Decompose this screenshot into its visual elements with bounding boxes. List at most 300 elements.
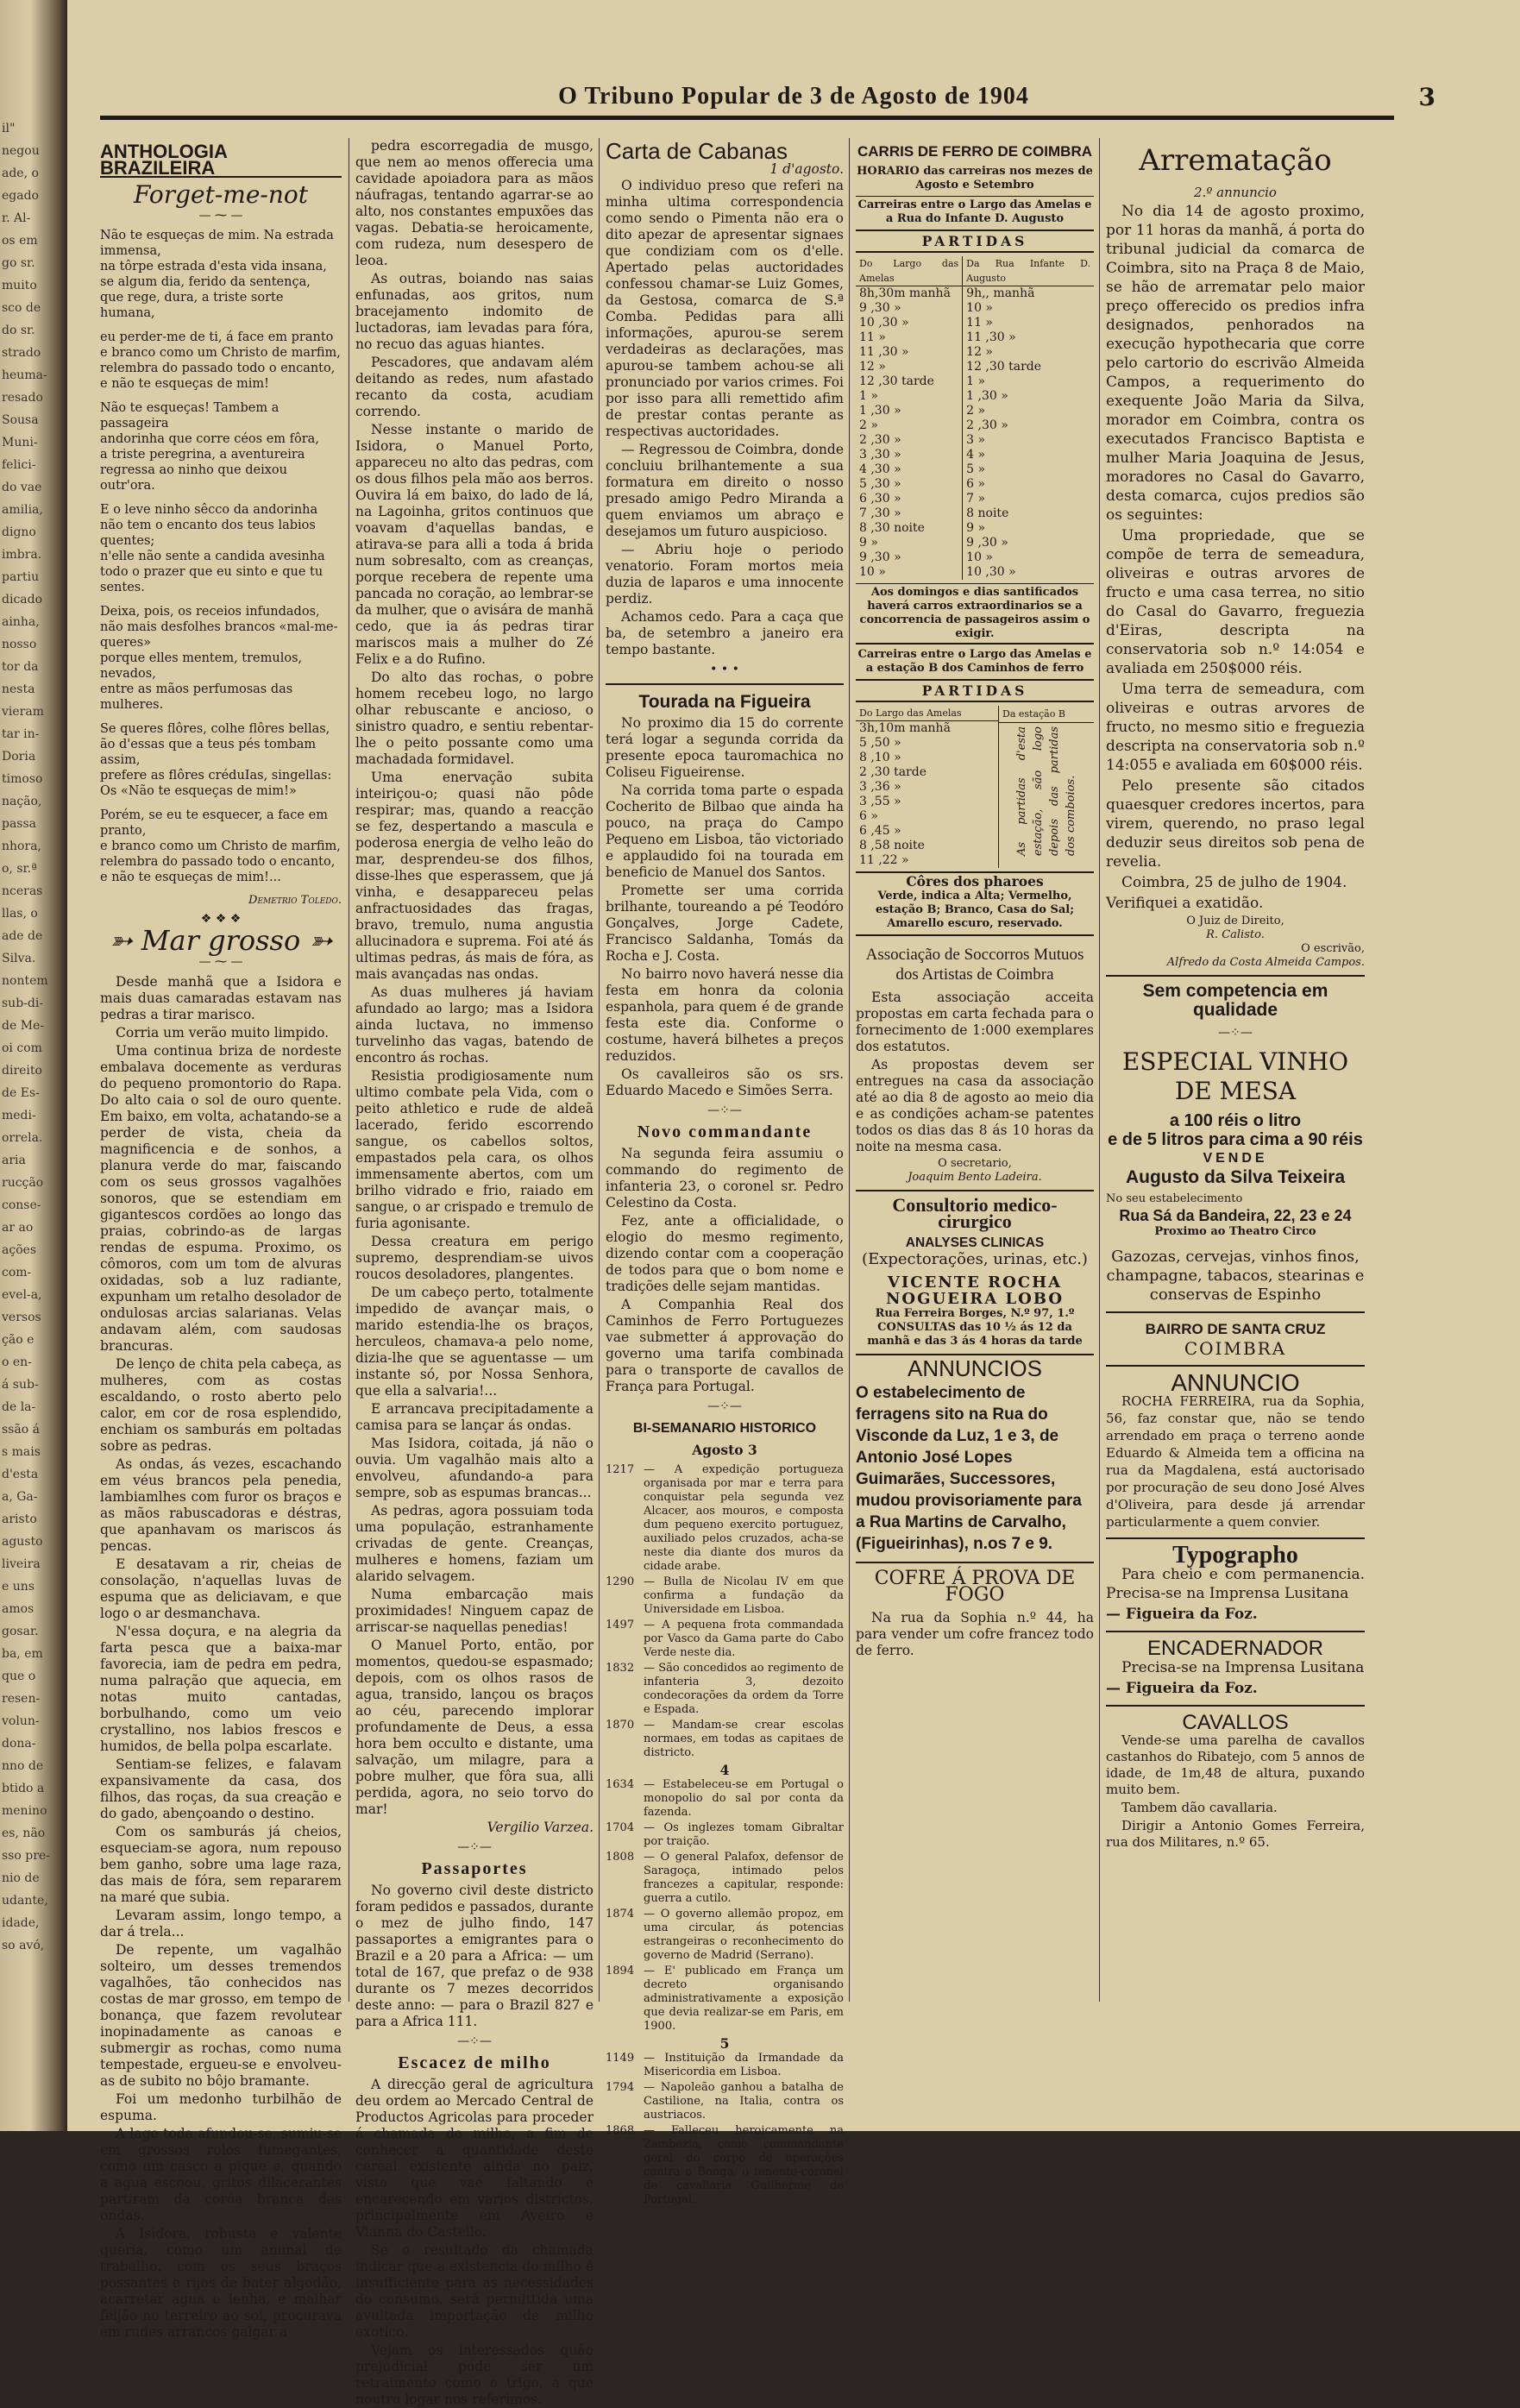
timetable-row [856, 853, 998, 868]
historico-year: 1894 [606, 1965, 635, 1977]
timetable-cell: 7 » [963, 492, 1094, 506]
timetable-cell: 9 ,30 » [859, 550, 901, 564]
historico-year: 1808 [606, 1851, 635, 1864]
consultorio-doctor: NOGUEIRA LOBO [885, 1290, 1065, 1308]
historico-entry [606, 1965, 844, 2034]
timetable-row [856, 824, 998, 839]
spine-text: sub-di- [2, 997, 44, 1010]
story-paragraph: Mas Isidora, coitada, já não o ouvia. Um vagalhão mais alto a envolveu, afundando-a para sempre, sob as espumas brancas... [355, 1436, 594, 1500]
cavallos-paragraph: Tambem dão cavallaria. [1121, 1800, 1278, 1815]
spine-text: felici- [2, 458, 36, 472]
historico-list [606, 1778, 844, 2034]
assoc-paragraph: Esta associação acceita propostas em carta fechada para o fornecimento de 1:000 exemplares dos estatutos. [856, 990, 1094, 1054]
arrematacao-verif: Verifiquei a exatidão. [1106, 895, 1264, 912]
historico-year: 1794 [606, 2081, 635, 2094]
arrematacao-body [1106, 202, 1365, 892]
historico-day: 5 [719, 2035, 730, 2052]
partidas-header: PARTIDAS [856, 679, 1094, 702]
timetable-note: As partidas d'esta estação, são logo depois das partidas dos comboios. [1015, 726, 1077, 856]
story-paragraph: A lage toda afundou-se, sumiu-se em grossos rolos fumegantes, como um casco a pique e, quando a agua escoou, gritos dilacerantes partiram da coróa branca das ondas. [100, 2126, 342, 2223]
timetable-cell: 9h,, manhã [963, 286, 1094, 302]
consultorio-hours: CONSULTAS das 10 ½ ás 12 da manhã e das 3 ás 4 horas da tarde [867, 1321, 1083, 1348]
historico-year: 1874 [606, 1908, 635, 1921]
carta-title: Carta de Cabanas [606, 138, 788, 164]
timetable-cell: 4 » [963, 448, 1094, 462]
spine-text: tar in- [2, 727, 40, 741]
timetable-row [856, 809, 998, 824]
timetable-head: Do Largo das Amelas [856, 706, 998, 721]
timetable-row [856, 536, 1094, 550]
story-paragraph: De repente, um vagalhão solteiro, um desses tremendos vagalhões, tão conhecidos nas costas de mar grosso, em tempo de bonança, que fazem revolutear inopinadamente as canoas e submergir as rochas, como numa tempestade, ergueu-se e envolveu-as de subito no bôjo bramante. [100, 1942, 342, 2089]
spine-text: e uns [2, 1580, 35, 1594]
historico-entry [606, 1719, 844, 1760]
spine-text: imbra. [2, 548, 42, 562]
arrematacao-judge-name: R. Calisto. [1206, 928, 1265, 941]
ornament: ❖ ❖ ❖ [200, 912, 242, 926]
spine-text: oi com [2, 1041, 42, 1055]
cavallos-paragraph: Dirigir a Antonio Gomes Ferreira, rua dos Militares, n.º 65. [1106, 1818, 1365, 1850]
spine-text: ainha, [2, 615, 40, 629]
timetable-cell: 2 » [859, 418, 878, 432]
spine-text: amilia, [2, 503, 43, 517]
spine-text: ção e [2, 1333, 35, 1347]
spine-text: tor da [2, 660, 39, 674]
spine-text: ações [2, 1243, 37, 1257]
spine-text: go sr. [2, 256, 35, 270]
timetable-cell: 8 ,58 noite [859, 839, 925, 852]
timetable-row [856, 839, 998, 853]
spine-text: egado [2, 189, 39, 203]
adjacent-page-edge [0, 0, 67, 2131]
story-paragraph: A Isidora, robusta e valente queria, como um animal de trabalho, com os seus braços possantes e rijos de bater algodão, acarretar agua e lenha, e malhar feijão no terreiro ao sol, procurava em rudes arrancos galgar a [100, 2226, 342, 2340]
consultorio-subtitle-2: (Expectorações, urinas, etc.) [862, 1250, 1088, 1268]
typographo-body: Para cheio e com permanencia. Precisa-se na Imprensa Lusitana [1106, 1566, 1365, 1602]
consultorio-address: Rua Ferreira Borges, N.º 97, 1.º [875, 1307, 1075, 1320]
timetable-cell: 12 » [963, 345, 1094, 360]
spine-text: o, sr.ª [2, 862, 37, 876]
spine-text: que o [2, 1669, 36, 1683]
timetable-cell: 11 ,30 » [859, 345, 909, 359]
timetable-row [856, 389, 1094, 404]
carris-route: Carreiras entre o Largo das Amelas e a estação B dos Caminhos de ferro [857, 648, 1092, 675]
historico-entry [606, 1821, 844, 1849]
header-rule [100, 116, 1394, 120]
vinho-address: Rua Sá da Bandeira, 22, 23 e 24 [1119, 1207, 1352, 1224]
ornament: —⁘— [1218, 1026, 1253, 1040]
novo-paragraph: Na segunda feira assumiu o commando do regimento de infanteria 23, o coronel sr. Pedro Celestino da Costa. [606, 1146, 844, 1210]
vinho-price: a 100 réis o litro [1169, 1111, 1302, 1130]
timetable-row [856, 404, 1094, 418]
timetable-row [856, 565, 1094, 580]
historico-year: 1870 [606, 1719, 635, 1732]
historico-title: BI-SEMANARIO HISTORICO [632, 1421, 817, 1436]
spine-text: Muni- [2, 436, 38, 450]
spine-text: heuma- [2, 368, 47, 382]
story-paragraph: Desde manhã que a Isidora e mais duas camaradas estavam nas pedras a tirar marisco. [100, 974, 342, 1022]
timetable-row [856, 330, 1094, 345]
annuncios-body: O estabelecimento de ferragens sito na Rua do Visconde da Luz, 1 e 3, de Antonio José Lopes Guimarães, Successores, mudou provisoriamente para a Rua Martins de Carvalho, (Figueirinhas), n.os 7 e 9. [856, 1384, 1082, 1553]
tourada-paragraph: No proximo dia 15 do corrente terá logar a segunda corrida da presente epoca tauromachica no Coliseu Figueirense. [606, 715, 844, 780]
milho-paragraph: A direcção geral de agricultura deu ordem ao Mercado Central de Productos Agricolas para proceder á chamada do milho, a fim de conhecer a quantidade deste cereal existente ainda no paiz, visto que vae faltando e encarecendo em varios districtos, principalmente em Aveiro e Vianna do Castello. [355, 2077, 594, 2240]
encadernador-title: ENCADERNADOR [1146, 1637, 1324, 1660]
historico-day: 4 [719, 1762, 730, 1778]
story-paragraph: Pescadores, que andavam além deitando as redes, num afastado recanto da costa, acudiam correndo. [355, 355, 594, 419]
spine-text: resado [2, 391, 43, 405]
ornament: —⁘— [457, 2034, 492, 2048]
spine-text: nceras [2, 884, 43, 898]
spine-text: com- [2, 1266, 32, 1279]
tourada-title: Tourada na Figueira [606, 683, 844, 710]
spine-text: vieram [2, 705, 44, 719]
story-author: Vergilio Varzea. [487, 1820, 594, 1835]
spine-text: aria [2, 1154, 26, 1167]
spine-text: versos [2, 1311, 41, 1324]
historico-entry [606, 1619, 844, 1660]
historico-list [606, 1463, 844, 1760]
story-paragraph: E desatavam a rir, cheias de consolação, n'aquellas luvas de espuma que as deliciavam, e que logo o ar desmanchava. [100, 1556, 342, 1621]
timetable-cell: 12 ,30 tarde [963, 360, 1094, 374]
column-2 [355, 138, 594, 2407]
timetable-row [856, 316, 1094, 330]
timetable-cell: 8 noite [963, 506, 1094, 521]
vinho-estab: No seu estabelecimento [1106, 1192, 1243, 1205]
assoc-title: Associação de Soccorros Mutuos dos Artistas de Coimbra [865, 946, 1084, 984]
historico-year: 1290 [606, 1575, 635, 1588]
spine-text: de Me- [2, 1019, 45, 1033]
tourada-paragraph: Promette ser uma corrida brilhante, toureando a pé Teodóro Gonçalves, Jorge Cadete, Francisco Saldanha, Tomás da Rocha e J. Costa. [606, 883, 844, 964]
ornament: — ⁓ — [198, 209, 243, 223]
historico-text: — O governo allemão propoz, em uma circular, ás potencias estrangeiras o reconhecimento do governo de Madrid (Serrano). [644, 1908, 844, 1962]
spine-text: gosar. [2, 1625, 39, 1638]
timetable-head: Da estação B [999, 706, 1094, 723]
spine-text: strado [2, 346, 41, 360]
timetable-cell: 1 ,30 » [859, 404, 901, 418]
spine-text: passa [2, 817, 37, 831]
carris-note: Aos domingos e dias santificados haverá carros extraordinarios se a concorrencia de passageiros assim o exigir. [856, 583, 1094, 644]
spine-text: r. Al- [2, 211, 31, 225]
spine-text: liveira [2, 1557, 41, 1571]
page-number: 3 [1418, 83, 1435, 111]
historico-year: 1149 [606, 2052, 635, 2065]
poem-stanza: Deixa, pois, os receios infundados, não mais desfolhes brancos «mal-me-queres» porque elles mentem, tremulos, nevados, entre as mãos perfumosas das mulheres. [100, 605, 338, 712]
spine-text: conse- [2, 1198, 41, 1212]
timetable-cell: 5 » [963, 462, 1094, 477]
novo-body [606, 1146, 844, 1395]
timetable-cell: 11 ,22 » [859, 853, 909, 867]
column-rule [1099, 138, 1100, 2002]
story-body [100, 974, 342, 2341]
assoc-body [856, 990, 1094, 1155]
vinho-vende: VENDE [1203, 1151, 1268, 1166]
spine-text: nação, [2, 795, 42, 808]
timetable-row [856, 765, 998, 780]
story-paragraph: pedra escorregadia de musgo, que nem ao menos offerecia uma cavidade apoiadora para as mãos náufragas, tentando agarrar-se ao alto, nos constantes empuxões das vagas. Debatia-se heroicamente, com rudeza, num desespero de leoa. [355, 138, 594, 268]
ornament: — ⁓ — [198, 955, 243, 969]
timetable [856, 256, 1094, 580]
timetable-cell: 1 ,30 » [963, 389, 1094, 404]
spine-text: a, Ga- [2, 1490, 38, 1504]
timetable-row [856, 506, 1094, 521]
historico-text: — Os inglezes tomam Gibraltar por traição. [644, 1821, 844, 1848]
historico-year: 1497 [606, 1619, 635, 1632]
historico-entry [606, 1463, 844, 1574]
timetable-cell: 1 » [859, 389, 878, 403]
tourada-paragraph: Os cavalleiros são os srs. Eduardo Macedo e Simões Serra. [606, 1066, 844, 1098]
column-1 [100, 138, 342, 2340]
story-paragraph: Dessa creatura em perigo supremo, desprendiam-se uivos roucos desoladores, plangentes. [355, 1234, 594, 1282]
ornament: —⁘— [457, 1840, 492, 1854]
spine-text: agusto [2, 1535, 43, 1549]
timetable-row [856, 418, 1094, 433]
timetable-head: Do Largo das Amelas [856, 256, 963, 286]
vinho-price-bulk: e de 5 litros para cima a 90 réis [1108, 1130, 1363, 1149]
historico-year: 1217 [606, 1463, 635, 1476]
timetable-cell: 11 » [963, 316, 1094, 330]
historico-text: — O general Palafox, defensor de Saragoça, intimado pelos francezes a capitular, responde: guerra a cutilo. [644, 1851, 844, 1905]
spine-text: de la- [2, 1400, 36, 1414]
milho-paragraph: Se o resultado da chamada indicar que a existencia do milho é insufficiente para as necessidades do consumo, será permittida uma avultada importação de milho exotico. [355, 2242, 594, 2340]
historico-text: — Falleceu heroicamente na Zambezia, como commandante geral do corpo de operações contra o Bonga, o tenente-coronel de cavallaria Guilherme de Portugal. [644, 2124, 844, 2206]
timetable-cell: 3 ,36 » [859, 780, 901, 794]
spine-text: orrela. [2, 1131, 43, 1145]
timetable-cell: 4 ,30 » [859, 462, 901, 476]
timetable-row [856, 521, 1094, 536]
bairro-title: BAIRRO DE SANTA CRUZ [1145, 1321, 1326, 1337]
story-title: ➳ Mar grosso ➳ [109, 924, 333, 957]
spine-text: evel-a, [2, 1288, 42, 1302]
arrematacao-clerk-name: Alfredo da Costa Almeida Campos. [1166, 956, 1365, 969]
timetable-cell: 9 ,30 » [859, 301, 901, 315]
timetable-row [856, 374, 1094, 389]
section-title: ANTHOLOGIA BRAZILEIRA [100, 143, 342, 178]
spine-text: direito [2, 1064, 42, 1078]
typographo-place: — Figueira da Foz. [1106, 1606, 1258, 1623]
story-paragraph: Resistia prodigiosamente num ultimo combate pela Vida, com o peito athletico e rude de aldeã lacerado, ferido escorrendo sangue, os cabellos soltos, empastados pela cara, os olhos immensamente abertos, com um brilho vidrado e frio, raiado em sangue, o ar crispado e tremulo de furia agonisante. [355, 1068, 594, 1231]
timetable-cell: 1 » [963, 374, 1094, 389]
arrematacao-clerk-role: O escrivão, [1301, 942, 1365, 955]
assoc-signature-name: Joaquim Bento Ladeira. [908, 1171, 1042, 1184]
spine-text: Doria [2, 750, 36, 764]
story-paragraph: O Manuel Porto, então, por momentos, quedou-se espasmado; depois, com os olhos rasos de agua, transido, lançou os braços ao céu, parecendo implorar profundamente de Deus, a essa hora bem occulto e distante, uma salvação, um milagre, para a pobre mulher, que fôra sua, alli perdida, agora, no seio torvo do mar! [355, 1638, 594, 1817]
ornament: —⁘— [707, 1103, 742, 1117]
historico-entry [606, 2052, 844, 2079]
vinho-title: ESPECIAL VINHO DE MESA [1121, 1047, 1349, 1105]
timetable-cell: 8 ,10 » [859, 751, 901, 764]
spine-text: il" [2, 122, 16, 135]
pharoes-title: Côres dos pharoes [856, 871, 1094, 890]
carris-title: CARRIS DE FERRO DE COIMBRA [857, 143, 1092, 160]
spine-text: negou [2, 144, 40, 158]
poem-title: Forget-me-not [133, 180, 309, 209]
historico-date: Agosto 3 [692, 1442, 757, 1458]
consultorio-doctor: VICENTE ROCHA [887, 1273, 1063, 1292]
vinho-near: Proximo ao Theatro Circo [1154, 1225, 1316, 1238]
spine-text: partiu [2, 570, 40, 584]
timetable-cell: 8h,30m manhã [859, 286, 951, 300]
historico-entry [606, 1851, 844, 1906]
vinho-merchant: Augusto da Silva Teixeira [1125, 1167, 1346, 1187]
historico-year: 1704 [606, 1821, 635, 1834]
timetable-head: Da Rua Infante D. Augusto [963, 256, 1094, 286]
historico-text: — Mandam-se crear escolas normaes, em todas as capitaes de districto. [644, 1719, 844, 1759]
arrematacao-paragraph: Uma terra de semeadura, com oliveiras e outras arvores de fructo, no mesmo sitio e freguezia descripta na conservatoria sob n.º 14:055 e avaliada em 60$000 réis. [1106, 681, 1365, 774]
timetable-row [856, 780, 998, 795]
arrematacao-paragraph: Coimbra, 25 de julho de 1904. [1121, 874, 1347, 891]
historico-entry [606, 1662, 844, 1717]
timetable-row [856, 751, 998, 765]
spine-text: digno [2, 525, 36, 539]
milho-title: Escacez de milho [398, 2053, 551, 2072]
timetable-row [856, 550, 1094, 565]
timetable-cell: 6 » [859, 809, 878, 823]
carta-paragraph: Achamos cedo. Para a caça que ba, de setembro a janeiro era tempo bastante. [606, 609, 844, 657]
timetable-cell: 5 ,30 » [859, 477, 901, 491]
spine-text: nio de [2, 1871, 40, 1885]
spine-text: timoso [2, 772, 43, 786]
spine-text: o en- [2, 1355, 32, 1369]
story-paragraph: Do alto das rochas, o pobre homem recebeu logo, no largo olhar rebuscante e ancioso, o sinistro quadro, e sentiu rebentar-lhe o peito possante como uma machadada formidavel. [355, 670, 594, 767]
story-paragraph: As duas mulheres já haviam afundado ao largo; mas a Isidora ainda luctava, no immenso turvelinho das vagas, batendo de encontro ás rochas. [355, 984, 594, 1066]
arrematacao-judge-role: O Juiz de Direito, [1186, 915, 1284, 927]
story-paragraph: Sentiam-se felizes, e falavam expansivamente da casa, dos filhos, das roças, da sua creação e do gado, abençoando o destino. [100, 1757, 342, 1821]
timetable-cell: 7 ,30 » [859, 506, 901, 520]
poem-stanza: eu perder-me de ti, á face em pranto e branco como um Christo de marfim, relembra do passado todo o encanto, e não te esqueças de mim! [100, 330, 341, 391]
timetable [856, 706, 998, 868]
spine-text: so avó, [2, 1939, 45, 1952]
cavallos-body [1106, 1732, 1365, 1851]
historico-text: — Napoleão ganhou a batalha de Castilione, na Italia, contra os austriacos. [644, 2081, 844, 2122]
spine-text: os em [2, 234, 38, 248]
vinho-headline: Sem competencia em qualidade [1142, 981, 1328, 1020]
story-paragraph: As outras, boiando nas saias enfunadas, aos gritos, num bracejamento indomito de luctadoras, iam levadas para fóra, no recuo das aguas hiantes. [355, 271, 594, 352]
spine-text: do vae [2, 481, 42, 494]
timetable-cell: 8 ,30 noite [859, 521, 925, 535]
historico-year: 1832 [606, 1662, 635, 1675]
spine-text: Silva. [2, 952, 36, 965]
spine-text: Sousa [2, 413, 39, 427]
spine-text: btido a [2, 1782, 45, 1795]
spine-text: idade, [2, 1916, 40, 1930]
timetable-cell: 12 ,30 tarde [859, 374, 934, 388]
timetable-cell: 11 » [859, 330, 886, 344]
historico-entry [606, 1575, 844, 1617]
historico-text: — E' publicado em França um decreto organisando administrativamente a exposição que devia realizar-se em Paris, em 1900. [644, 1965, 844, 2033]
bairro-city: COIMBRA [1184, 1338, 1287, 1359]
historico-list [606, 2052, 844, 2207]
arrematacao-paragraph: Uma propriedade, que se compõe de terra de semeadura, oliveiras e outras arvores de fructo e uma casa terrea, no sitio do Casal do Gavarro, freguezia d'Eiras, descripta na conservatoria sob n.º 14:054 e avaliada em 250$000 réis. [1106, 527, 1365, 677]
story-paragraph: As ondas, ás vezes, escachando em véus brancos pela penedia, lambiamlhes com furor os braços e as mãos rabuscadoras e déstras, que apanhavam os mariscos ás pencas. [100, 1456, 342, 1554]
timetable-row [856, 736, 998, 751]
historico-text: — Bulla de Nicolau IV em que confirma a fundação da Universidade em Lisboa. [644, 1575, 844, 1616]
spine-text: dicado [2, 593, 43, 607]
spine-text: volun- [2, 1714, 40, 1728]
spine-text: udante, [2, 1894, 48, 1908]
spine-text: s mais [2, 1445, 41, 1459]
milho-body [355, 2077, 594, 2408]
poem-stanza: Não te esqueças! Tambem a passageira andorinha que corre céos em fôra, a triste peregrina, a aventureira regressa ao ninho que deixou outr'ora. [100, 401, 319, 493]
column-5 [1106, 138, 1365, 2002]
timetable-row [856, 721, 998, 737]
annuncio-title: ANNUNCIO [1171, 1369, 1300, 1396]
timetable-row [856, 477, 1094, 492]
poem-stanza: Se queres flôres, colhe flôres bellas, ão d'essas que a teus pés tombam assim, prefere as flôres créduIas, singellas: Os «Não te esqueças de mim!» [100, 722, 332, 798]
timetable-row [856, 492, 1094, 506]
spine-text: llas, o [2, 907, 38, 921]
historico-text: — Estabeleceu-se em Portugal o monopolio do sal por conta da fazenda. [644, 1778, 844, 1819]
ornament: —⁘— [707, 1399, 742, 1413]
timetable-row [856, 433, 1094, 448]
spine-text: nesta [2, 682, 35, 696]
timetable-row [856, 345, 1094, 360]
poem-author: Demetrio Toledo. [248, 894, 342, 907]
poem [100, 228, 342, 885]
encadernador-body: Precisa-se na Imprensa Lusitana [1121, 1659, 1365, 1676]
spine-text: d'esta [2, 1468, 39, 1481]
story-paragraph: De um cabeço perto, totalmente impedido de avançar mais, o marido estendia-lhe os braços, herculeos, chamava-a pelo nome, dizia-lhe que se aguentasse — um instante só, por Nossa Senhora, que ella a salvaria!... [355, 1285, 594, 1399]
consultorio-title: Consultorio medico-cirurgico [892, 1194, 1058, 1232]
arrematacao-paragraph: No dia 14 de agosto proximo, por 11 horas da manhã, á porta do tribunal judicial da comarca de Coimbra, sito na Praça 8 de Maio, se hão de arrematar pelo maior preço offerecido os predios infra designados, penhorados na execução hypothecaria que corre pelo cartorio do escrivão Almeida Campos, a requerimento do exequente João Maria da Silva, morador em Coimbra, contra os executados Francisco Baptista e mulher Maria Joaquina de Jesus, moradores no Casal do Gavarro, desta comarca, cujos predios são os seguintes: [1106, 203, 1365, 524]
timetable-row [856, 360, 1094, 374]
timetable-cell: 6 ,30 » [859, 492, 901, 506]
spine-text: ar ao [2, 1221, 34, 1235]
spine-text: nno de [2, 1759, 44, 1773]
timetable-cell: 12 » [859, 360, 886, 374]
historico-entry [606, 2081, 844, 2122]
timetable-row [856, 448, 1094, 462]
cavallos-title: CAVALLOS [1182, 1711, 1289, 1734]
story-paragraph: As pedras, agora possuiam toda uma população, estranhamente crivadas de gente. Creanças, mulheres e homens, faziam um alarido selvagem. [355, 1503, 594, 1584]
carris-route: Carreiras entre o Largo das Amelas e a Rua do Infante D. Augusto [856, 196, 1094, 226]
story-paragraph: N'essa doçura, e na alegria da farta pesca que a baixa-mar favorecia, iam de pedra em pedra, numa palração que aquecia, em notas muito cantadas, borbulhando, como um veio crystallino, nos labios frescos e humidos, de bella polpa escarlate. [100, 1624, 342, 1754]
historico-year: 1868 [606, 2124, 635, 2137]
cofre-title: COFRE Á PROVA DE FOGO [874, 1568, 1076, 1606]
typographo-title: Typographo [1172, 1542, 1298, 1569]
timetable-cell: 2 ,30 » [963, 418, 1094, 433]
story-paragraph: Numa embarcação mais proximidades! Ninguem capaz de arriscar-se naquellas penedias! [355, 1587, 594, 1635]
novo-title: Novo commandante [637, 1122, 813, 1141]
timetable-cell: 10 ,30 » [963, 565, 1094, 580]
timetable-row [856, 795, 998, 809]
carta-paragraph: O individuo preso que referi na minha ultima correspondencia como sendo o Pimenta não era o dito apezar de apresentar signaes que condiziam com os d'elle. Apertado pelas auctoridades confessou chamar-se Luiz Gomes, da Gestosa, comarca de S.ª Comba. Pedidas para alli informações, apurou-se serem verdadeiras as declarações, mas apurou-se tambem achou-se ali pronunciado por varios crimes. Foi por isso para alli remettido afim de prestar contas perante as respectivas auctoridades. [606, 178, 844, 439]
historico-year: 1634 [606, 1778, 635, 1791]
spine-text: ssão á [2, 1423, 40, 1437]
timetable-row [856, 286, 1094, 302]
timetable-cell: 2 » [963, 404, 1094, 418]
poem-stanza: Porém, se eu te esquecer, a face em pranto, e branco como um Christo de marfim, relembra do passado todo o encanto, e não te esqueças de mim!... [100, 808, 341, 884]
story-paragraph: Levaram assim, longo tempo, a dar á trela... [100, 1908, 342, 1940]
spine-text: ade de [2, 929, 43, 943]
timetable-cell: 9 ,30 » [963, 536, 1094, 550]
vinho-items: Gazozas, cervejas, vinhos finos, champagne, tabacos, stearinas e conservas de Espinho [1106, 1248, 1365, 1304]
spine-text: resen- [2, 1692, 41, 1706]
spine-text: es, não [2, 1826, 46, 1840]
spine-text: ba, em [2, 1647, 43, 1661]
timetable-cell: 3 ,30 » [859, 448, 901, 462]
story-paragraph: Com os samburás já cheios, esqueciam-se agora, num repouso bem ganho, sobre uma lage raza, das mais de fóra, sem repararem na maré que subia. [100, 1824, 342, 1905]
spine-text: do sr. [2, 324, 35, 337]
spine-text: aristo [2, 1512, 37, 1526]
passaportes-title: Passaportes [421, 1859, 528, 1878]
timetable-cell: 3 » [963, 433, 1094, 448]
timetable-row [856, 462, 1094, 477]
historico-text: — Instituição da Irmandade da Misericordia em Lisboa. [644, 2052, 844, 2078]
timetable-row [856, 301, 1094, 316]
spine-text: ade, o [2, 167, 39, 180]
carta-body [606, 178, 844, 658]
cavallos-paragraph: Vende-se uma parelha de cavallos castanhos do Ribatejo, com 5 annos de idade, de 1m,48 de altura, puxando muito bem. [1106, 1732, 1365, 1797]
story-paragraph: Uma enervação subita inteiriçou-o; quasi não pôde respirar; mas, quando a reacção se fez, despertando a mascula e poderosa energia de velho leão do mar, desprendeu-se dos filhos, disse-lhes que esperassem, que já vinha, e desappareceu pelas anfractuosidades das fragas, bravo, tremulo, numa angustia allucinadora e suprema. Foi até ás ultimas pedras, ás mais de fóra, as mais avançadas nas ondas. [355, 770, 594, 982]
timetable-cell: 9 » [963, 521, 1094, 536]
